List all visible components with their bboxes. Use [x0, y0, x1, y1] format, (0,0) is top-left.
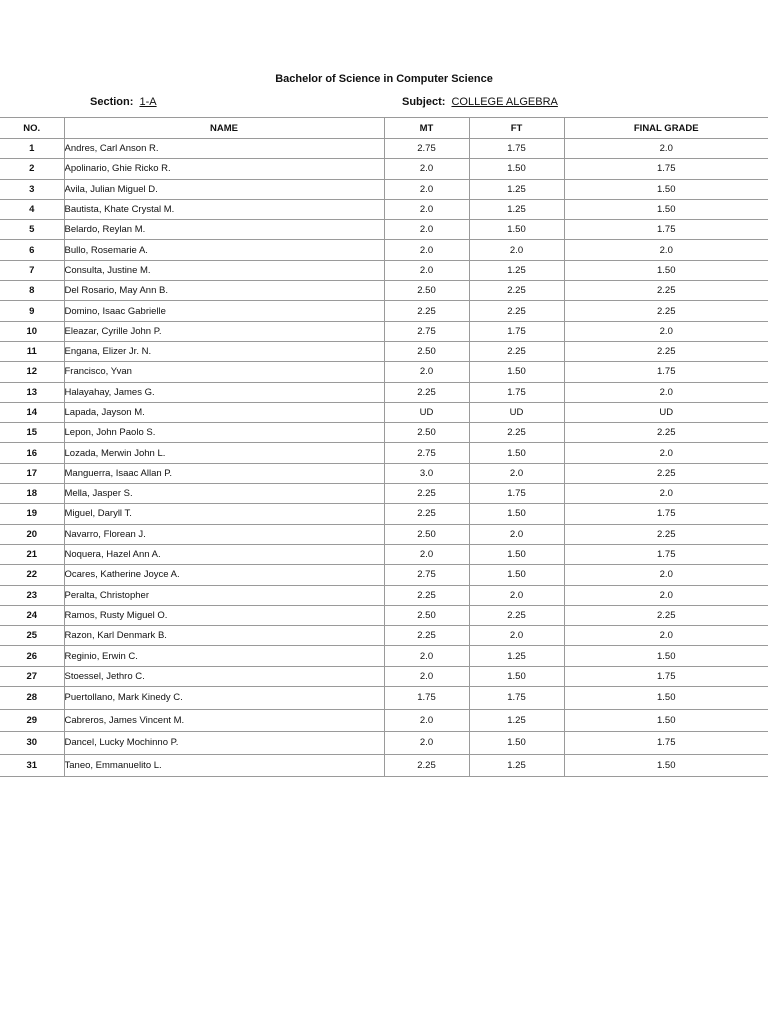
table-row [0, 463, 768, 483]
row-number: 10 [0, 321, 64, 341]
table-row [0, 626, 768, 646]
midterm-grade: 2.50 [384, 423, 469, 443]
table-row [0, 443, 768, 463]
grades-table [0, 117, 768, 777]
row-number: 15 [0, 423, 64, 443]
final-grade: 2.0 [564, 443, 768, 463]
final-grade: UD [564, 402, 768, 422]
midterm-grade: 2.0 [384, 732, 469, 755]
header-final-grade: FINAL GRADE [564, 118, 768, 139]
student-name: Reginio, Erwin C. [64, 646, 384, 666]
student-name: Halayahay, James G. [64, 382, 384, 402]
midterm-grade: 2.75 [384, 443, 469, 463]
final-term-grade: 2.0 [469, 626, 564, 646]
table-row [0, 754, 768, 777]
final-term-grade: 1.50 [469, 504, 564, 524]
midterm-grade: 2.0 [384, 220, 469, 240]
row-number: 4 [0, 199, 64, 219]
midterm-grade: 2.25 [384, 382, 469, 402]
row-number: 2 [0, 159, 64, 179]
row-number: 26 [0, 646, 64, 666]
student-name: Puertollano, Mark Kinedy C. [64, 687, 384, 710]
midterm-grade: 2.50 [384, 281, 469, 301]
row-number: 16 [0, 443, 64, 463]
row-number: 7 [0, 260, 64, 280]
midterm-grade: 2.75 [384, 565, 469, 585]
midterm-grade: 2.50 [384, 524, 469, 544]
table-row [0, 423, 768, 443]
final-term-grade: 2.0 [469, 585, 564, 605]
row-number: 18 [0, 484, 64, 504]
student-name: Francisco, Yvan [64, 362, 384, 382]
final-term-grade: 1.75 [469, 687, 564, 710]
table-row [0, 362, 768, 382]
table-row [0, 709, 768, 732]
student-name: Cabreros, James Vincent M. [64, 709, 384, 732]
final-grade: 1.75 [564, 732, 768, 755]
midterm-grade: 2.0 [384, 179, 469, 199]
row-number: 29 [0, 709, 64, 732]
header-ft: FT [469, 118, 564, 139]
final-grade: 2.0 [564, 484, 768, 504]
final-grade: 2.0 [564, 626, 768, 646]
final-grade: 1.50 [564, 646, 768, 666]
final-grade: 1.75 [564, 159, 768, 179]
table-row [0, 605, 768, 625]
midterm-grade: 2.25 [384, 301, 469, 321]
student-name: Ramos, Rusty Miguel O. [64, 605, 384, 625]
student-name: Eleazar, Cyrille John P. [64, 321, 384, 341]
student-name: Consulta, Justine M. [64, 260, 384, 280]
row-number: 9 [0, 301, 64, 321]
row-number: 17 [0, 463, 64, 483]
table-row [0, 565, 768, 585]
table-row [0, 341, 768, 361]
table-row [0, 402, 768, 422]
student-name: Ocares, Katherine Joyce A. [64, 565, 384, 585]
final-grade: 1.75 [564, 666, 768, 686]
final-term-grade: 2.25 [469, 281, 564, 301]
final-term-grade: 2.25 [469, 301, 564, 321]
student-name: Manguerra, Isaac Allan P. [64, 463, 384, 483]
final-term-grade: 1.75 [469, 382, 564, 402]
final-grade: 1.50 [564, 179, 768, 199]
midterm-grade: 2.75 [384, 321, 469, 341]
student-name: Engana, Elizer Jr. N. [64, 341, 384, 361]
student-name: Bautista, Khate Crystal M. [64, 199, 384, 219]
row-number: 19 [0, 504, 64, 524]
final-grade: 1.75 [564, 220, 768, 240]
midterm-grade: 2.0 [384, 544, 469, 564]
row-number: 14 [0, 402, 64, 422]
final-term-grade: 1.25 [469, 754, 564, 777]
final-grade: 2.0 [564, 382, 768, 402]
table-row [0, 585, 768, 605]
midterm-grade: 2.25 [384, 484, 469, 504]
midterm-grade: 2.75 [384, 139, 469, 159]
row-number: 13 [0, 382, 64, 402]
midterm-grade: UD [384, 402, 469, 422]
final-grade: 2.25 [564, 524, 768, 544]
final-term-grade: 1.75 [469, 484, 564, 504]
final-term-grade: 2.0 [469, 463, 564, 483]
table-row [0, 139, 768, 159]
final-term-grade: 1.50 [469, 565, 564, 585]
student-name: Lapada, Jayson M. [64, 402, 384, 422]
table-row [0, 504, 768, 524]
final-grade: 2.25 [564, 423, 768, 443]
midterm-grade: 2.0 [384, 646, 469, 666]
final-grade: 2.0 [564, 240, 768, 260]
header-name: NAME [64, 118, 384, 139]
midterm-grade: 2.0 [384, 240, 469, 260]
header-mt: MT [384, 118, 469, 139]
final-grade: 1.75 [564, 544, 768, 564]
row-number: 30 [0, 732, 64, 755]
final-grade: 2.25 [564, 281, 768, 301]
final-term-grade: 1.25 [469, 709, 564, 732]
midterm-grade: 2.50 [384, 605, 469, 625]
student-name: Mella, Jasper S. [64, 484, 384, 504]
midterm-grade: 2.0 [384, 199, 469, 219]
final-term-grade: 1.25 [469, 646, 564, 666]
row-number: 6 [0, 240, 64, 260]
midterm-grade: 3.0 [384, 463, 469, 483]
student-name: Belardo, Reylan M. [64, 220, 384, 240]
final-term-grade: 1.50 [469, 220, 564, 240]
table-row [0, 220, 768, 240]
student-name: Taneo, Emmanuelito L. [64, 754, 384, 777]
table-row [0, 281, 768, 301]
midterm-grade: 2.50 [384, 341, 469, 361]
table-row [0, 240, 768, 260]
final-term-grade: 1.50 [469, 544, 564, 564]
row-number: 12 [0, 362, 64, 382]
table-row [0, 260, 768, 280]
final-grade: 2.0 [564, 585, 768, 605]
final-term-grade: 1.50 [469, 732, 564, 755]
final-grade: 2.25 [564, 463, 768, 483]
final-term-grade: 2.0 [469, 240, 564, 260]
row-number: 20 [0, 524, 64, 544]
subject-field [402, 96, 558, 108]
final-grade: 2.0 [564, 139, 768, 159]
final-term-grade: UD [469, 402, 564, 422]
final-grade: 2.25 [564, 605, 768, 625]
row-number: 25 [0, 626, 64, 646]
row-number: 21 [0, 544, 64, 564]
final-term-grade: 1.25 [469, 199, 564, 219]
final-term-grade: 1.75 [469, 321, 564, 341]
final-grade: 1.75 [564, 504, 768, 524]
student-name: Avila, Julian Miguel D. [64, 179, 384, 199]
final-grade: 1.75 [564, 362, 768, 382]
row-number: 1 [0, 139, 64, 159]
midterm-grade: 2.0 [384, 260, 469, 280]
student-name: Noquera, Hazel Ann A. [64, 544, 384, 564]
final-grade: 2.0 [564, 565, 768, 585]
table-row [0, 321, 768, 341]
midterm-grade: 2.25 [384, 585, 469, 605]
section-label: Section: [90, 96, 134, 108]
midterm-grade: 2.25 [384, 754, 469, 777]
student-name: Lepon, John Paolo S. [64, 423, 384, 443]
header-no: NO. [0, 118, 64, 139]
table-header-row [0, 118, 768, 139]
student-name: Navarro, Florean J. [64, 524, 384, 544]
final-term-grade: 2.0 [469, 524, 564, 544]
row-number: 3 [0, 179, 64, 199]
final-term-grade: 1.50 [469, 362, 564, 382]
final-grade: 2.0 [564, 321, 768, 341]
section-field [90, 96, 181, 108]
final-grade: 1.50 [564, 754, 768, 777]
table-row [0, 159, 768, 179]
table-row [0, 544, 768, 564]
student-name: Del Rosario, May Ann B. [64, 281, 384, 301]
student-name: Domino, Isaac Gabrielle [64, 301, 384, 321]
table-row [0, 666, 768, 686]
row-number: 22 [0, 565, 64, 585]
final-term-grade: 2.25 [469, 341, 564, 361]
student-name: Razon, Karl Denmark B. [64, 626, 384, 646]
row-number: 23 [0, 585, 64, 605]
midterm-grade: 1.75 [384, 687, 469, 710]
table-row [0, 199, 768, 219]
table-row [0, 524, 768, 544]
student-name: Bullo, Rosemarie A. [64, 240, 384, 260]
table-row [0, 179, 768, 199]
student-name: Peralta, Christopher [64, 585, 384, 605]
table-row [0, 301, 768, 321]
student-name: Miguel, Daryll T. [64, 504, 384, 524]
student-name: Andres, Carl Anson R. [64, 139, 384, 159]
final-grade: 1.50 [564, 687, 768, 710]
subject-label: Subject: [402, 96, 446, 108]
midterm-grade: 2.0 [384, 159, 469, 179]
student-name: Stoessel, Jethro C. [64, 666, 384, 686]
table-row [0, 382, 768, 402]
student-name: Dancel, Lucky Mochinno P. [64, 732, 384, 755]
midterm-grade: 2.25 [384, 626, 469, 646]
final-term-grade: 1.50 [469, 666, 564, 686]
final-grade: 1.50 [564, 709, 768, 732]
student-name: Apolinario, Ghie Ricko R. [64, 159, 384, 179]
table-row [0, 646, 768, 666]
midterm-grade: 2.0 [384, 709, 469, 732]
row-number: 31 [0, 754, 64, 777]
table-row [0, 687, 768, 710]
final-grade: 1.50 [564, 199, 768, 219]
final-term-grade: 2.25 [469, 423, 564, 443]
grades-table-body [0, 139, 768, 777]
student-name: Lozada, Merwin John L. [64, 443, 384, 463]
row-number: 5 [0, 220, 64, 240]
final-grade: 2.25 [564, 341, 768, 361]
section-value: 1-A [139, 96, 157, 108]
table-row [0, 484, 768, 504]
document-title: Bachelor of Science in Computer Science [275, 73, 493, 85]
row-number: 24 [0, 605, 64, 625]
row-number: 27 [0, 666, 64, 686]
final-grade: 1.50 [564, 260, 768, 280]
row-number: 8 [0, 281, 64, 301]
row-number: 11 [0, 341, 64, 361]
midterm-grade: 2.0 [384, 362, 469, 382]
final-term-grade: 1.25 [469, 260, 564, 280]
final-grade: 2.25 [564, 301, 768, 321]
midterm-grade: 2.0 [384, 666, 469, 686]
final-term-grade: 1.75 [469, 139, 564, 159]
final-term-grade: 2.25 [469, 605, 564, 625]
midterm-grade: 2.25 [384, 504, 469, 524]
final-term-grade: 1.50 [469, 443, 564, 463]
row-number: 28 [0, 687, 64, 710]
subject-value: COLLEGE ALGEBRA [451, 96, 558, 108]
table-row [0, 732, 768, 755]
final-term-grade: 1.25 [469, 179, 564, 199]
final-term-grade: 1.50 [469, 159, 564, 179]
